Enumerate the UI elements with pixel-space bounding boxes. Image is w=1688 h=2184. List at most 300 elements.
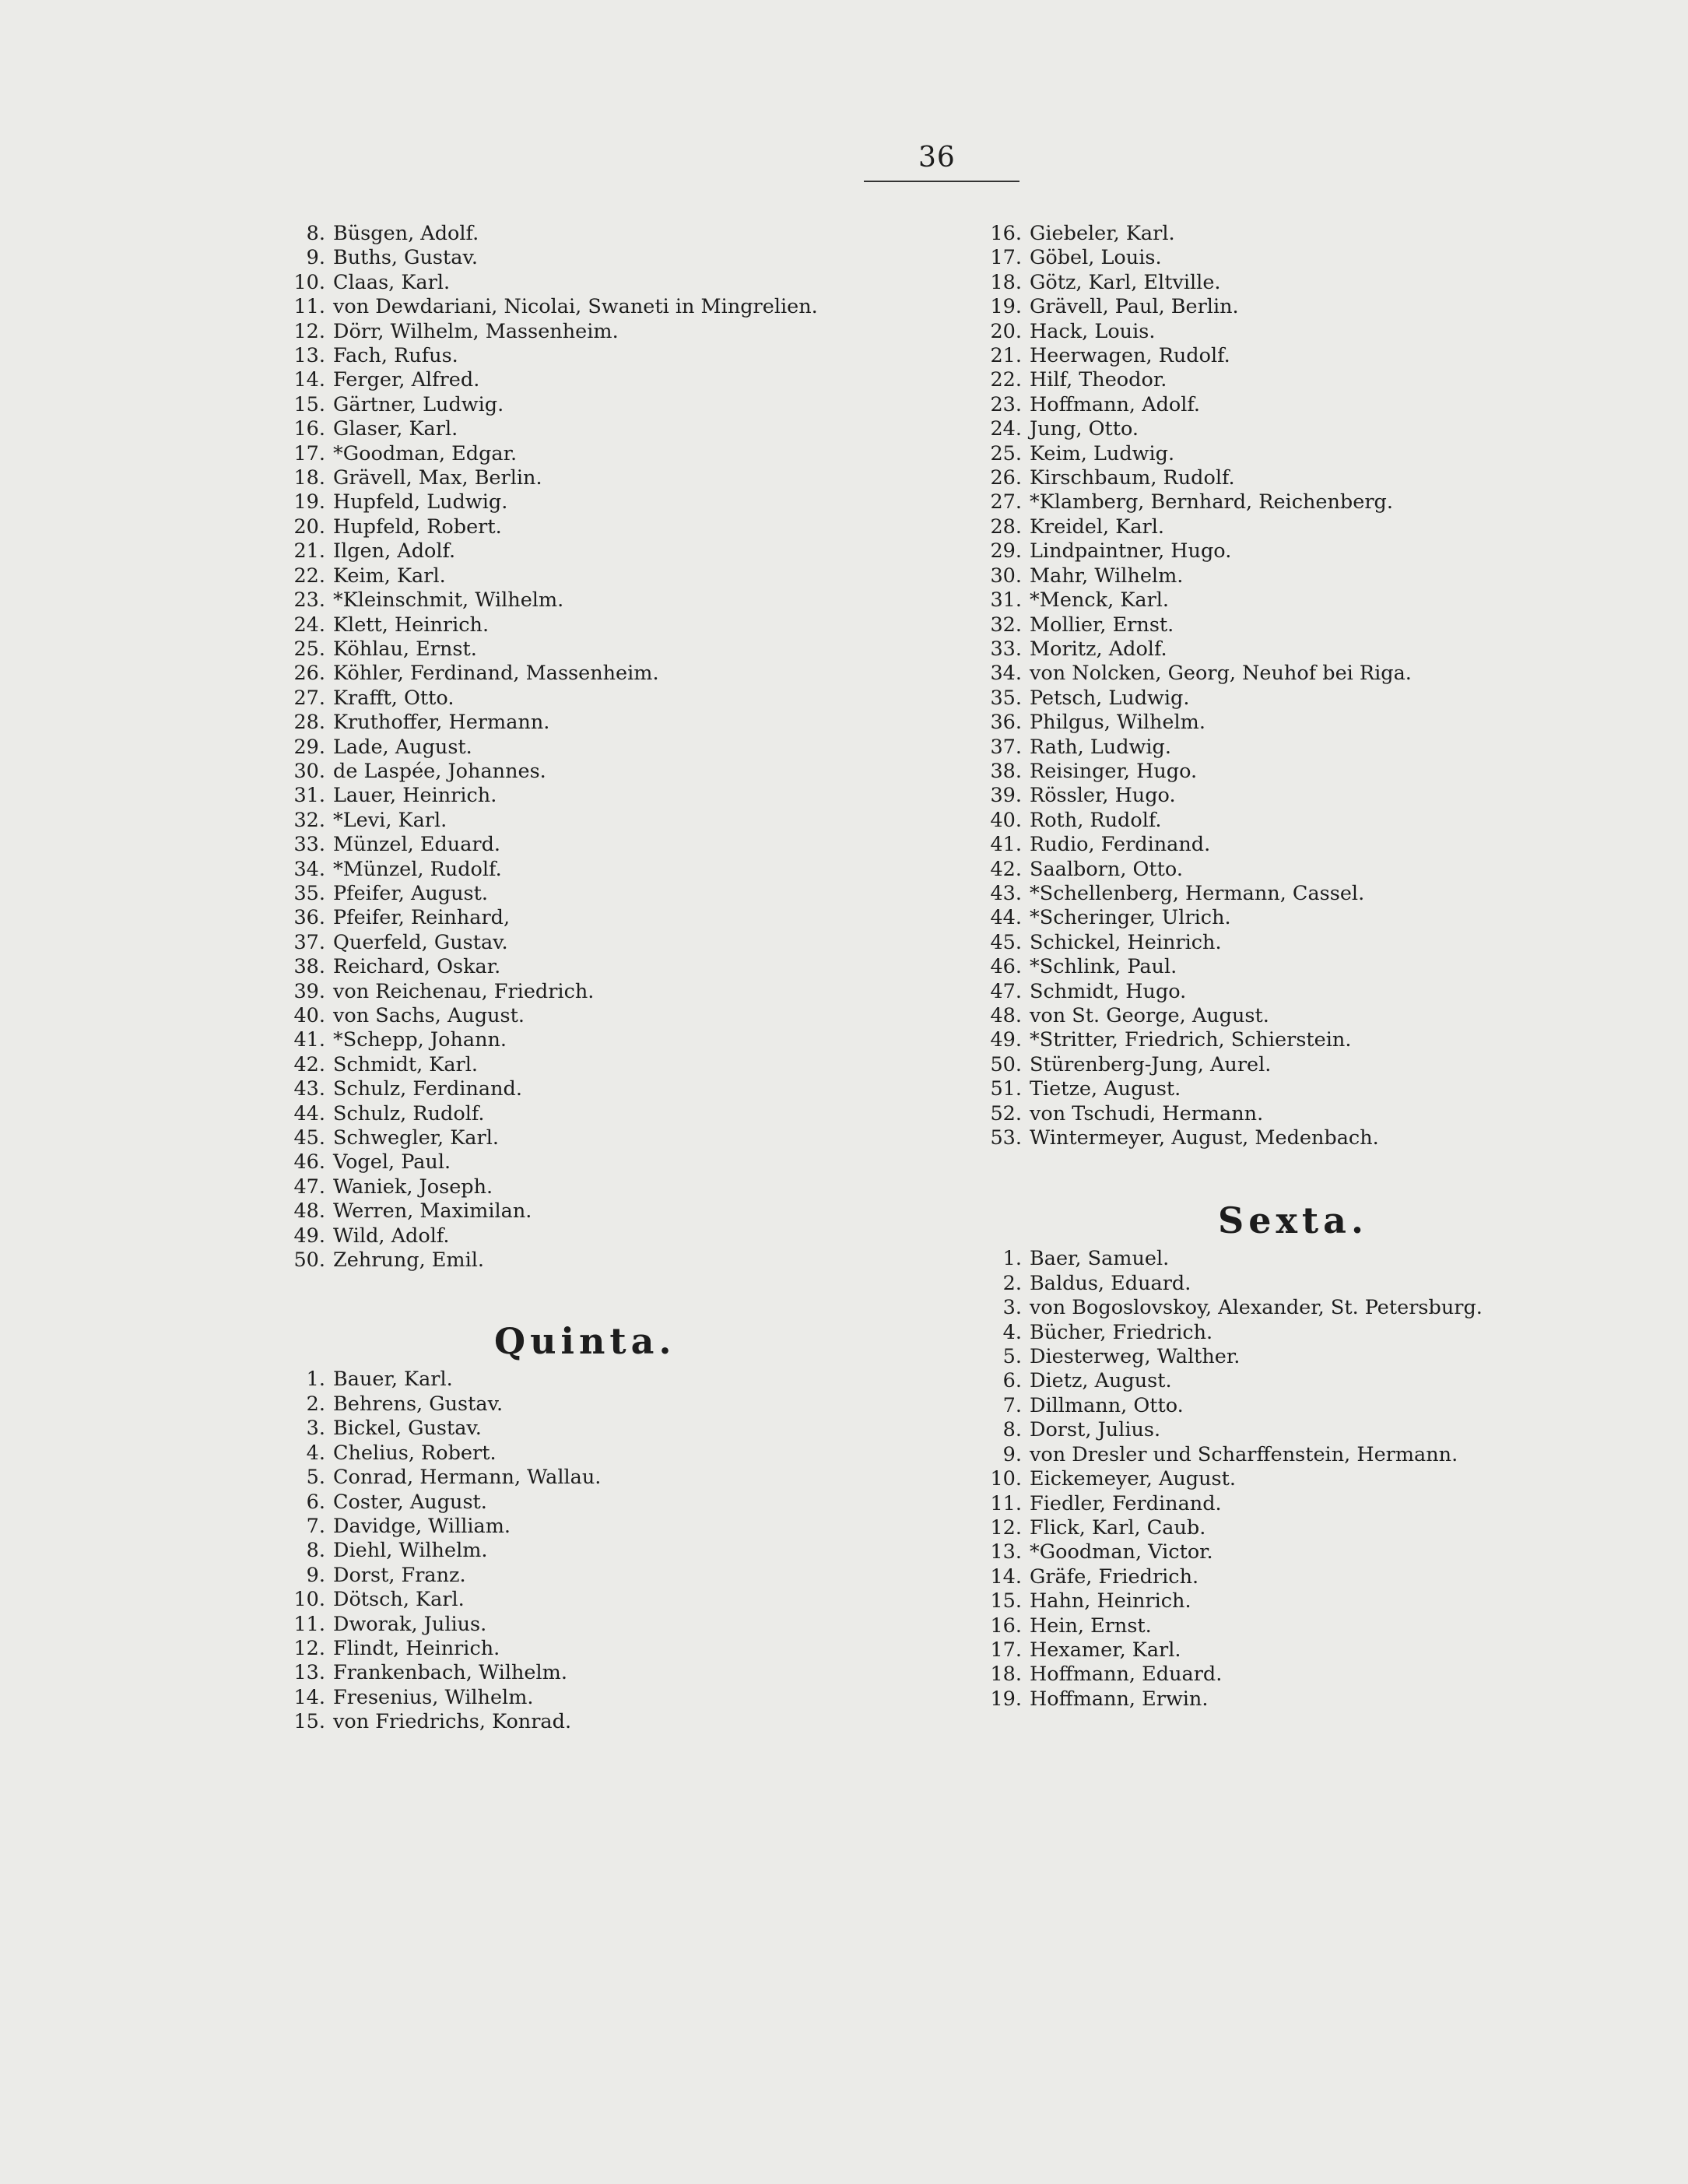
list-item — [288, 1368, 934, 1392]
entry-name: Rudio, Ferdinand. — [1030, 833, 1211, 857]
entry-name: Gräfe, Friedrich. — [1030, 1564, 1199, 1589]
entry-number: 30. — [990, 564, 1022, 588]
entry-name: Köhlau, Ernst. — [333, 637, 477, 661]
entry-number: 25. — [990, 441, 1022, 465]
list-item — [984, 1443, 1607, 1467]
entry-name: *Goodman, Edgar. — [333, 441, 518, 465]
entry-number: 33. — [990, 637, 1022, 661]
list-item — [288, 539, 934, 564]
entry-name: *Stritter, Friedrich, Schierstein. — [1030, 1028, 1352, 1052]
entry-number: 4. — [1002, 1320, 1022, 1344]
entry-number: 42. — [293, 1052, 325, 1076]
list-item — [984, 858, 1607, 882]
entry-number: 22. — [293, 564, 325, 588]
list-item — [984, 515, 1607, 539]
list-item — [288, 1613, 934, 1637]
entry-name: Keim, Karl. — [333, 564, 446, 588]
entry-name: Heerwagen, Rudolf. — [1030, 344, 1230, 368]
entry-number: 34. — [990, 662, 1022, 686]
entry-name: Claas, Karl. — [333, 270, 451, 294]
entry-name: Pfeifer, Reinhard, — [333, 906, 511, 930]
list-item — [984, 295, 1607, 319]
list-item — [288, 1150, 934, 1175]
entry-name: *Schepp, Johann. — [333, 1028, 507, 1052]
entry-name: Reichard, Oskar. — [333, 955, 501, 979]
entry-name: Kirschbaum, Rudolf. — [1030, 466, 1235, 490]
entry-number: 23. — [990, 392, 1022, 416]
entry-number: 35. — [293, 881, 325, 905]
entry-name: Götz, Karl, Eltville. — [1030, 270, 1221, 294]
entry-name: von Dresler und Scharffenstein, Hermann. — [1030, 1442, 1458, 1466]
entry-number: 12. — [293, 319, 325, 343]
entry-name: Wintermeyer, August, Medenbach. — [1030, 1126, 1379, 1150]
list-item — [984, 1296, 1607, 1320]
entry-name: *Goodman, Victor. — [1030, 1540, 1213, 1564]
entry-number: 4. — [306, 1441, 325, 1465]
entry-name: Eickemeyer, August. — [1030, 1467, 1236, 1491]
entry-name: Hoffmann, Adolf. — [1030, 392, 1201, 416]
entry-name: Buths, Gustav. — [333, 246, 478, 270]
entry-number: 10. — [293, 1588, 325, 1612]
entry-name: Flindt, Heinrich. — [333, 1636, 500, 1660]
entry-number: 39. — [990, 784, 1022, 808]
entry-name: Philgus, Wilhelm. — [1030, 711, 1205, 735]
entry-number: 9. — [1002, 1442, 1022, 1466]
left-column — [288, 222, 934, 1735]
list-item — [288, 931, 934, 955]
list-item — [984, 1540, 1607, 1564]
entry-name: *Levi, Karl. — [333, 808, 447, 832]
entry-name: von Dewdariani, Nicolai, Swaneti in Mingrelien. — [333, 295, 818, 319]
entry-name: Krafft, Otto. — [333, 686, 454, 710]
list-item — [288, 736, 934, 760]
entry-name: Dworak, Julius. — [333, 1612, 487, 1636]
entry-number: 2. — [306, 1392, 325, 1416]
list-item — [288, 1588, 934, 1612]
entry-number: 24. — [293, 613, 325, 637]
entry-name: *Scheringer, Ulrich. — [1030, 906, 1231, 930]
entry-number: 22. — [990, 368, 1022, 392]
entry-name: Ferger, Alfred. — [333, 368, 480, 392]
list-item — [984, 1077, 1607, 1101]
entry-name: Hoffmann, Erwin. — [1030, 1687, 1209, 1711]
list-item — [288, 784, 934, 808]
entry-name: Schmidt, Karl. — [333, 1052, 478, 1076]
list-item — [984, 1638, 1607, 1663]
entry-name: Davidge, William. — [333, 1514, 511, 1538]
entry-number: 8. — [1002, 1418, 1022, 1442]
entry-number: 9. — [306, 246, 325, 270]
entry-number: 18. — [990, 270, 1022, 294]
entry-number: 12. — [293, 1636, 325, 1660]
entry-name: Petsch, Ludwig. — [1030, 686, 1190, 710]
entry-number: 53. — [990, 1126, 1022, 1150]
entry-name: Dorst, Franz. — [333, 1563, 466, 1587]
entry-number: 47. — [293, 1175, 325, 1199]
entry-number: 44. — [293, 1101, 325, 1125]
list-item — [984, 931, 1607, 955]
entry-name: Gärtner, Ludwig. — [333, 392, 504, 416]
entry-name: Vogel, Paul. — [333, 1150, 451, 1175]
list-item — [288, 368, 934, 392]
entry-number: 38. — [990, 759, 1022, 783]
entry-number: 13. — [990, 1540, 1022, 1564]
entry-number: 31. — [293, 784, 325, 808]
entry-name: de Laspée, Johannes. — [333, 759, 546, 783]
list-item — [288, 1417, 934, 1441]
entry-name: Diehl, Wilhelm. — [333, 1539, 488, 1563]
entry-number: 40. — [293, 1004, 325, 1027]
entry-name: Ilgen, Adolf. — [333, 539, 456, 564]
entry-name: Rath, Ludwig. — [1030, 735, 1171, 759]
list-item — [984, 784, 1607, 808]
entry-number: 26. — [990, 466, 1022, 490]
entry-number: 18. — [990, 1663, 1022, 1687]
list-item — [984, 1394, 1607, 1418]
section-heading-quinta: Quinta. — [494, 1320, 676, 1363]
entry-number: 16. — [293, 417, 325, 441]
entry-number: 17. — [990, 246, 1022, 270]
entry-name: Bücher, Friedrich. — [1030, 1320, 1213, 1344]
entry-name: Köhler, Ferdinand, Massenheim. — [333, 662, 659, 686]
list-item — [984, 906, 1607, 930]
list-item — [984, 368, 1607, 392]
list-item — [288, 442, 934, 466]
list-item — [984, 736, 1607, 760]
entry-number: 24. — [990, 417, 1022, 441]
entry-name: Kruthoffer, Hermann. — [333, 711, 550, 735]
list-item — [984, 1687, 1607, 1712]
entry-number: 52. — [990, 1101, 1022, 1125]
list-item — [984, 344, 1607, 368]
entry-number: 34. — [293, 857, 325, 881]
entry-number: 28. — [990, 514, 1022, 539]
list-item — [288, 882, 934, 906]
entry-name: Klett, Heinrich. — [333, 613, 490, 637]
entry-name: Dörr, Wilhelm, Massenheim. — [333, 319, 619, 343]
list-item — [984, 980, 1607, 1004]
entry-number: 6. — [1002, 1369, 1022, 1393]
list-item — [288, 417, 934, 441]
entry-name: Zehrung, Emil. — [333, 1248, 485, 1273]
entry-name: Dillmann, Otto. — [1030, 1393, 1184, 1417]
entry-name: Frankenbach, Wilhelm. — [333, 1661, 567, 1685]
list-item — [984, 564, 1607, 588]
entry-number: 10. — [293, 270, 325, 294]
list-item — [288, 344, 934, 368]
list-item — [288, 393, 934, 417]
list-item — [288, 222, 934, 246]
entry-number: 15. — [990, 1589, 1022, 1613]
entry-number: 43. — [293, 1077, 325, 1101]
entry-number: 5. — [1002, 1345, 1022, 1369]
entry-number: 30. — [293, 759, 325, 783]
entry-name: Baer, Samuel. — [1030, 1247, 1170, 1271]
entry-number: 19. — [293, 490, 325, 514]
list-item — [984, 271, 1607, 295]
list-item — [984, 833, 1607, 857]
entry-number: 11. — [990, 1491, 1022, 1515]
entry-number: 7. — [306, 1514, 325, 1538]
list-item — [288, 1248, 934, 1273]
entry-name: Rössler, Hugo. — [1030, 784, 1176, 808]
entry-name: Hupfeld, Ludwig. — [333, 490, 508, 514]
entry-name: Glaser, Karl. — [333, 417, 458, 441]
entry-name: von Reichenau, Friedrich. — [333, 979, 595, 1003]
list-item — [984, 490, 1607, 514]
entry-number: 7. — [1002, 1393, 1022, 1417]
entry-number: 47. — [990, 979, 1022, 1003]
list-item — [288, 833, 934, 857]
entry-number: 35. — [990, 686, 1022, 710]
entry-number: 45. — [293, 1126, 325, 1150]
entry-number: 23. — [293, 588, 325, 613]
entry-name: Fresenius, Wilhelm. — [333, 1685, 534, 1709]
entry-name: Coster, August. — [333, 1490, 487, 1514]
entry-number: 37. — [990, 735, 1022, 759]
header-rule — [864, 181, 1019, 182]
entry-name: Kreidel, Karl. — [1030, 514, 1164, 539]
entry-name: Hack, Louis. — [1030, 319, 1156, 343]
class-list-continued-right — [984, 222, 1607, 1150]
entry-name: *Klamberg, Bernhard, Reichenberg. — [1030, 490, 1393, 514]
entry-number: 9. — [306, 1563, 325, 1587]
right-column — [984, 222, 1607, 1712]
entry-number: 40. — [990, 808, 1022, 832]
entry-name: Reisinger, Hugo. — [1030, 759, 1198, 783]
entry-number: 46. — [293, 1150, 325, 1175]
entry-name: von Friedrichs, Konrad. — [333, 1710, 572, 1734]
list-item — [984, 686, 1607, 711]
page-number: 36 — [918, 142, 956, 174]
list-item — [984, 466, 1607, 490]
entry-name: *Schlink, Paul. — [1030, 955, 1177, 979]
entry-name: Conrad, Hermann, Wallau. — [333, 1466, 602, 1490]
entry-number: 17. — [293, 441, 325, 465]
entry-name: Mahr, Wilhelm. — [1030, 564, 1184, 588]
list-item — [984, 637, 1607, 662]
entry-number: 1. — [1002, 1247, 1022, 1271]
list-item — [984, 393, 1607, 417]
entry-name: von Sachs, August. — [333, 1004, 525, 1027]
entry-name: Baldus, Eduard. — [1030, 1271, 1191, 1295]
list-item — [288, 1126, 934, 1150]
entry-name: Münzel, Eduard. — [333, 833, 501, 857]
entry-name: Lauer, Heinrich. — [333, 784, 497, 808]
entry-name: Flick, Karl, Caub. — [1030, 1515, 1206, 1540]
entry-name: Giebeler, Karl. — [1030, 222, 1175, 245]
list-item — [288, 858, 934, 882]
entry-number: 26. — [293, 662, 325, 686]
list-item — [984, 760, 1607, 784]
entry-name: von Bogoslovskoy, Alexander, St. Petersburg. — [1030, 1296, 1483, 1320]
list-item — [984, 882, 1607, 906]
entry-number: 31. — [990, 588, 1022, 613]
list-item — [288, 613, 934, 637]
entry-number: 16. — [990, 222, 1022, 245]
list-item — [984, 1247, 1607, 1271]
list-item — [984, 1565, 1607, 1589]
entry-number: 28. — [293, 711, 325, 735]
entry-name: Chelius, Robert. — [333, 1441, 497, 1465]
entry-name: Grävell, Paul, Berlin. — [1030, 295, 1239, 319]
list-item — [288, 1661, 934, 1685]
list-item — [288, 1539, 934, 1563]
list-item — [288, 1004, 934, 1028]
list-item — [984, 1418, 1607, 1442]
list-item — [288, 295, 934, 319]
entry-number: 36. — [990, 711, 1022, 735]
entry-name: Hoffmann, Eduard. — [1030, 1663, 1223, 1687]
entry-number: 11. — [293, 1612, 325, 1636]
entry-name: Roth, Rudolf. — [1030, 808, 1162, 832]
entry-name: Schmidt, Hugo. — [1030, 979, 1187, 1003]
list-item — [288, 1392, 934, 1417]
entry-name: Dötsch, Karl. — [333, 1588, 465, 1612]
entry-name: Schulz, Ferdinand. — [333, 1077, 522, 1101]
list-item — [984, 613, 1607, 637]
entry-name: von St. George, August. — [1030, 1004, 1269, 1027]
entry-number: 6. — [306, 1490, 325, 1514]
entry-number: 41. — [990, 833, 1022, 857]
list-item — [288, 1564, 934, 1588]
list-item — [984, 417, 1607, 441]
entry-number: 36. — [293, 906, 325, 930]
entry-name: Grävell, Max, Berlin. — [333, 466, 542, 490]
entry-name: Schulz, Rudolf. — [333, 1101, 485, 1125]
entry-number: 14. — [293, 368, 325, 392]
entry-name: Moritz, Adolf. — [1030, 637, 1167, 661]
list-item — [288, 760, 934, 784]
list-item — [288, 1491, 934, 1515]
list-item — [288, 662, 934, 686]
entry-number: 25. — [293, 637, 325, 661]
list-item — [984, 222, 1607, 246]
entry-number: 49. — [990, 1028, 1022, 1052]
entry-number: 43. — [990, 881, 1022, 905]
entry-number: 12. — [990, 1515, 1022, 1540]
list-item — [288, 1175, 934, 1199]
entry-number: 15. — [293, 1710, 325, 1734]
entry-number: 27. — [293, 686, 325, 710]
list-item — [288, 1199, 934, 1224]
entry-number: 48. — [990, 1004, 1022, 1027]
entry-number: 33. — [293, 833, 325, 857]
list-item — [288, 1466, 934, 1490]
list-item — [288, 1637, 934, 1661]
list-item — [984, 1589, 1607, 1613]
list-item — [984, 809, 1607, 833]
entry-name: *Münzel, Rudolf. — [333, 857, 502, 881]
entry-number: 1. — [306, 1368, 325, 1392]
list-item — [288, 490, 934, 514]
entry-number: 5. — [306, 1466, 325, 1490]
entry-number: 49. — [293, 1224, 325, 1248]
list-item — [288, 809, 934, 833]
list-item — [984, 662, 1607, 686]
list-item — [288, 271, 934, 295]
entry-number: 41. — [293, 1028, 325, 1052]
entry-name: von Tschudi, Hermann. — [1030, 1101, 1264, 1125]
entry-number: 3. — [1002, 1296, 1022, 1320]
entry-number: 14. — [293, 1685, 325, 1709]
list-item — [288, 1077, 934, 1101]
section-heading-sexta: Sexta. — [1218, 1199, 1368, 1242]
list-item — [984, 539, 1607, 564]
entry-number: 15. — [293, 392, 325, 416]
entry-number: 19. — [990, 1687, 1022, 1711]
list-item — [984, 1004, 1607, 1028]
list-item — [984, 1321, 1607, 1345]
list-item — [984, 711, 1607, 735]
list-item — [288, 1515, 934, 1539]
entry-name: Göbel, Louis. — [1030, 246, 1162, 270]
entry-number: 37. — [293, 930, 325, 954]
entry-number: 13. — [293, 1661, 325, 1685]
entry-name: Bauer, Karl. — [333, 1368, 453, 1392]
entry-name: *Menck, Karl. — [1030, 588, 1170, 613]
entry-number: 29. — [293, 735, 325, 759]
entry-name: Bickel, Gustav. — [333, 1417, 482, 1441]
entry-name: Tietze, August. — [1030, 1077, 1181, 1101]
entry-number: 45. — [990, 930, 1022, 954]
entry-name: Hexamer, Karl. — [1030, 1638, 1181, 1662]
entry-name: Schickel, Heinrich. — [1030, 930, 1222, 954]
entry-number: 42. — [990, 857, 1022, 881]
entry-name: Waniek, Joseph. — [333, 1175, 493, 1199]
entry-number: 50. — [293, 1248, 325, 1273]
entry-number: 48. — [293, 1199, 325, 1224]
entry-name: Stürenberg-Jung, Aurel. — [1030, 1052, 1272, 1076]
entry-name: Werren, Maximilan. — [333, 1199, 532, 1224]
list-item — [984, 1516, 1607, 1540]
list-item — [984, 1272, 1607, 1296]
list-item — [984, 1102, 1607, 1126]
entry-name: Fiedler, Ferdinand. — [1030, 1491, 1222, 1515]
class-list-sexta — [984, 1247, 1607, 1712]
list-item — [288, 1053, 934, 1077]
entry-number: 46. — [990, 955, 1022, 979]
entry-name: Hein, Ernst. — [1030, 1613, 1152, 1638]
entry-name: Lade, August. — [333, 735, 472, 759]
entry-name: Diesterweg, Walther. — [1030, 1345, 1241, 1369]
list-item — [984, 1663, 1607, 1687]
list-item — [288, 564, 934, 588]
list-item — [288, 637, 934, 662]
entry-number: 19. — [990, 295, 1022, 319]
entry-name: Saalborn, Otto. — [1030, 857, 1183, 881]
entry-number: 13. — [293, 344, 325, 368]
list-item — [984, 320, 1607, 344]
list-item — [288, 1028, 934, 1052]
entry-number: 2. — [1002, 1271, 1022, 1295]
entry-name: Schwegler, Karl. — [333, 1126, 499, 1150]
entry-name: Querfeld, Gustav. — [333, 930, 508, 954]
entry-name: Jung, Otto. — [1030, 417, 1139, 441]
list-item — [288, 1686, 934, 1710]
entry-number: 50. — [990, 1052, 1022, 1076]
list-item — [984, 1126, 1607, 1150]
entry-name: Hilf, Theodor. — [1030, 368, 1167, 392]
entry-number: 38. — [293, 955, 325, 979]
list-item — [984, 588, 1607, 613]
list-item — [288, 588, 934, 613]
entry-number: 11. — [293, 295, 325, 319]
entry-number: 29. — [990, 539, 1022, 564]
list-item — [984, 1492, 1607, 1516]
entry-name: Dietz, August. — [1030, 1369, 1172, 1393]
list-item — [288, 515, 934, 539]
